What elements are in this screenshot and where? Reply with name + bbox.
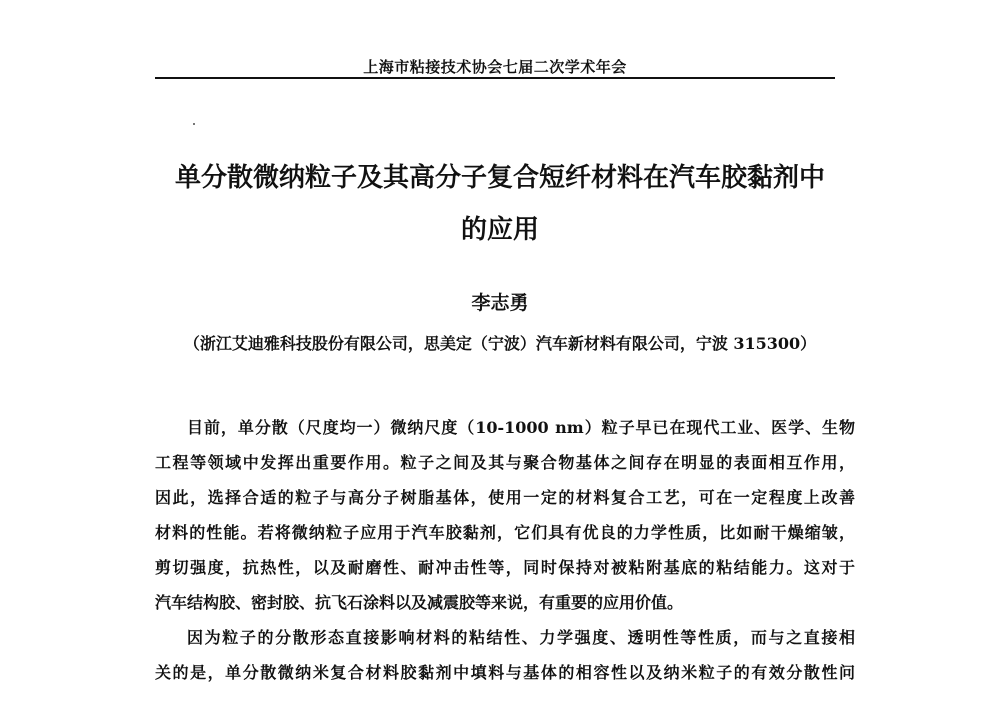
body-line-2: 工程等领域中发挥出重要作用。粒子之间及其与聚合物基体之间存在明显的表面相互作用， — [155, 453, 855, 472]
running-header: 上海市粘接技术协会七届二次学术年会 — [363, 58, 627, 76]
title-line-2: 的应用 — [460, 215, 539, 245]
header-rule — [155, 77, 835, 79]
paper-title — [155, 152, 845, 256]
author-affiliation: （浙江艾迪雅科技股份有限公司，思美定（宁波）汽车新材料有限公司，宁波 315300） — [183, 334, 817, 353]
title-line-1: 单分散微纳粒子及其高分子复合短纤材料在汽车胶黏剂中 — [174, 163, 825, 193]
body-line-1: 目前，单分散（尺度均一）微纳尺度（10-1000 nm）粒子早已在现代工业、医学、生物 — [187, 418, 855, 437]
body-line-4: 材料的性能。若将微纳粒子应用于汽车胶黏剂，它们具有优良的力学性质，比如耐干燥缩皱， — [155, 523, 855, 542]
body-line-7: 因为粒子的分散形态直接影响材料的粘结性、力学强度、透明性等性质，而与之直接相 — [187, 628, 855, 647]
scan-speck — [193, 123, 195, 125]
body-line-8: 关的是，单分散微纳米复合材料胶黏剂中填料与基体的相容性以及纳米粒子的有效分散性问 — [155, 663, 855, 682]
body-line-5: 剪切强度，抗热性，以及耐磨性、耐冲击性等，同时保持对被粘附基底的粘结能力。这对于 — [155, 558, 855, 577]
author-name: 李志勇 — [471, 292, 529, 314]
body-line-6: 汽车结构胶、密封胶、抗飞石涂料以及减震胶等来说，有重要的应用价值。 — [155, 593, 684, 612]
body-paragraphs — [155, 410, 855, 690]
body-line-3: 因此，选择合适的粒子与高分子树脂基体，使用一定的材料复合工艺，可在一定程度上改善 — [155, 488, 855, 507]
